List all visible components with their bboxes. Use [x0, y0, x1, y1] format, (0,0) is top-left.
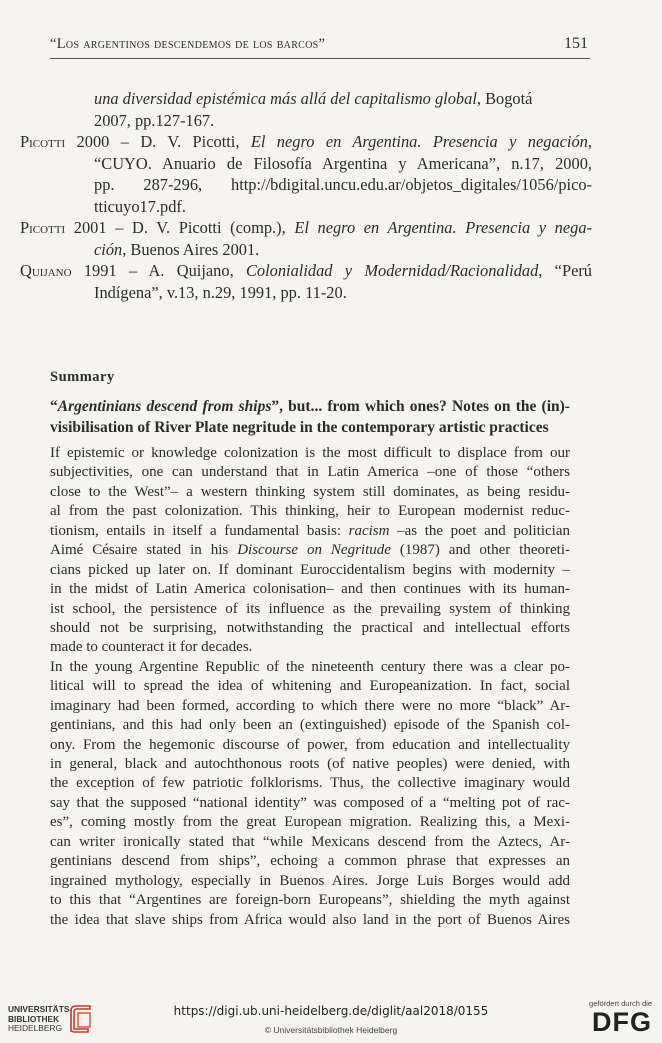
copyright-text: © Universitätsbibliothek Heidelberg: [264, 1025, 398, 1035]
body-line: the idea that slave ships from Africa would also land in the port of Buenos Aires: [50, 911, 570, 928]
body-line: [50, 522, 570, 541]
body-line: in general, black and autochthonous roots (of native peoples) were denied, with: [50, 756, 570, 772]
body-line: cians picked up later on. If dominant Euroccidentalism begins with modernity –: [50, 561, 570, 578]
body-italic: racism: [348, 522, 390, 539]
bib-author: Picotti: [20, 218, 66, 237]
running-header: [50, 36, 590, 59]
page-number: 151: [564, 35, 588, 52]
title-italic: Argentinians descend from ships: [57, 398, 272, 415]
bib-author: Quijano: [20, 261, 72, 280]
body-line: es”, coming mostly from the great European migration. Realizing this, a Mexi-: [50, 814, 570, 831]
summary-body: [50, 444, 570, 930]
bib-link[interactable]: pp. 287-296, http://bdigital.uncu.edu.ar/objetos_digitales/1056/pico-: [94, 175, 592, 194]
library-name-line: HEIDELBERG: [8, 1023, 62, 1033]
bib-text: ,: [587, 132, 592, 151]
summary-title: [50, 396, 570, 438]
bib-text: Indígena”, v.13, n.29, 1991, pp. 11-20.: [94, 282, 347, 302]
title-text: ”, but... from which ones? Notes on the (in)-: [271, 398, 570, 415]
bib-entry-picotti-2001: [20, 217, 592, 260]
dfg-logo-mark: DFG: [592, 1007, 652, 1037]
bib-text: 1991 – A. Quijano,: [71, 261, 246, 280]
title-text: visibilisation of River Plate negritude in the contemporary artistic practices: [50, 419, 549, 436]
bib-text: 2001 – D. V. Picotti (comp.),: [65, 218, 295, 237]
bib-entry-quijano-1991: [20, 260, 592, 303]
bib-text: “CUYO. Anuario de Filosofía Argentina y Americana”, n.17, 2000,: [94, 153, 592, 173]
body-line: can writer ironically stated that “while Mexicans descend from the Aztecs, Ar-: [50, 833, 570, 850]
body-line: gentinians, and this had only been an (extinguished) episode of the Spanish col-: [50, 717, 570, 734]
funder-label: gefördert durch die: [589, 999, 652, 1008]
body-line: in the midst of Latin America colonisation– and then continues with its human-: [50, 581, 570, 598]
body-line: If epistemic or knowledge colonization is the most difficult to displace from our: [50, 445, 570, 461]
bib-title: ción: [94, 239, 123, 259]
body-italic: Discourse on Negritude: [237, 542, 391, 559]
body-text: tionism, entails in itself a fundamental basis:: [50, 522, 349, 539]
body-line: al from the past colonization. This thinking, heir to European modernist reduc-: [50, 503, 570, 520]
body-line: imaginary had been formed, according to which there were no more “black” Ar-: [50, 697, 570, 714]
bib-text: , Buenos Aires 2001.: [122, 239, 260, 259]
body-line: made to counteract it for decades.: [50, 639, 253, 656]
title-text: “: [50, 398, 58, 415]
bib-text: , Bogotá: [476, 89, 533, 108]
body-line: close to the West”– a western thinking system still dominates, as being residu-: [50, 483, 570, 500]
body-text: Aimé Césaire stated in his: [50, 542, 238, 559]
footer: [0, 995, 662, 1043]
body-line: ony. From the hegemonic discourse of power, from education and intellectuality: [50, 736, 570, 753]
bib-entry-picotti-2000: [20, 131, 592, 217]
bib-title: El negro en Argentina. Presencia y nega-: [294, 218, 592, 237]
body-line: litical will to spread the idea of whitening and Europeanization. In fact, social: [50, 678, 570, 695]
body-line: ingrained mythology, especially in Buenos Aires. Jorge Luis Borges would add: [50, 872, 570, 889]
bib-entry-continued: [20, 88, 592, 131]
bib-text: 2000 – D. V. Picotti,: [65, 132, 251, 151]
dfg-logo[interactable]: [589, 999, 652, 1036]
body-text: (1987) and other theoreti-: [390, 542, 570, 559]
body-line: In the young Argentine Republic of the nineteenth century there was a clear po-: [50, 658, 570, 675]
body-line: to this that “Argentines are foreign-born Europeans”, shielding the myth against: [50, 892, 570, 909]
bib-title: El negro en Argentina. Presencia y negación: [250, 132, 588, 151]
body-line: [50, 541, 570, 560]
running-head-title: “Los argentinos descendemos de los barcos”: [50, 36, 326, 52]
bib-text: tticuyo17.pdf.: [94, 196, 186, 216]
library-name-line: UNIVERSITÄTS-: [8, 1004, 73, 1014]
body-line: say that the supposed “national identity” was composed of a “melting pot of rac-: [50, 794, 570, 811]
bib-author: Picotti: [20, 132, 66, 151]
body-line: subjectivities, one can understand that in Latin America –one of those “others: [50, 464, 570, 481]
summary-heading: Summary: [50, 369, 115, 385]
body-text: –as the poet and politician: [389, 522, 570, 539]
body-line: gentinians descend from ships”, echoing a common phrase that expresses an: [50, 853, 570, 870]
bib-title: una diversidad epistémica más allá del capitalismo global: [94, 89, 477, 108]
bib-title: Colonialidad y Modernidad/Racionalidad: [245, 261, 539, 280]
body-line: should not be surprising, notwithstanding the practical and intellectual efforts: [50, 619, 570, 636]
bib-text: 2007, pp.127-167.: [94, 110, 215, 130]
permalink-url[interactable]: https://digi.ub.uni-heidelberg.de/diglit/aal2018/0155: [173, 1004, 489, 1018]
body-line: ist school, the persistence of its influence as the prevailing system of thinking: [50, 600, 570, 617]
bib-text: , “Perú: [538, 261, 592, 280]
body-line: the exception of few patriotic folklorisms. Thus, the collective imaginary would: [50, 775, 570, 792]
library-name-line: BIBLIOTHEK: [8, 1013, 60, 1024]
